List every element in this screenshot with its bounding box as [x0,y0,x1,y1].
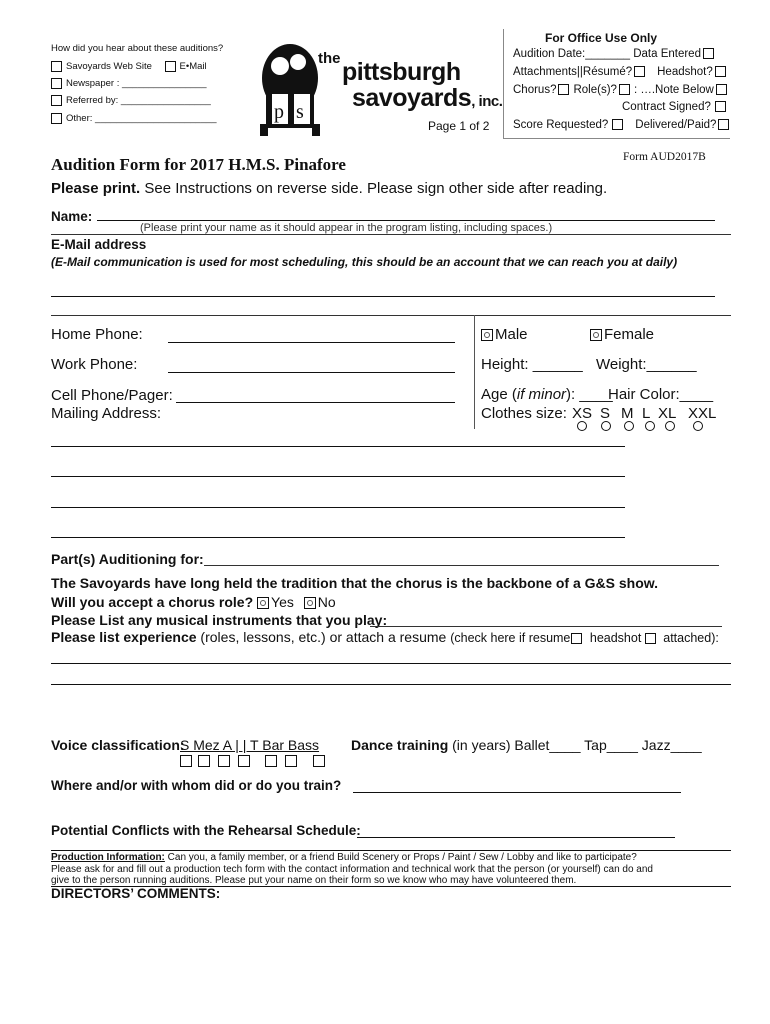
logo-pittsburgh: pittsburgh [342,58,461,86]
size-m-radio[interactable] [624,421,634,431]
office-row5 [513,119,733,131]
headshot-attached-checkbox[interactable] [645,633,656,644]
office-row4-text: Contract Signed? [622,101,711,113]
name-hint: (Please print your name as it should appear in the program listing, including spaces.) [140,222,553,234]
production-text-1: Can you, a family member, or a friend Build Scenery or Props / Paint / Sew / Lobby and like to participate? [164,852,637,863]
size-xl: XL [658,405,677,422]
other-checkbox[interactable] [51,113,62,124]
male-option[interactable] [481,326,528,343]
work-phone-field[interactable] [168,372,455,373]
train-label: Where and/or with whom did or do you train? [51,778,342,793]
dance-row [351,737,702,753]
chorus-question-row [51,594,336,610]
mailing-label: Mailing Address: [51,405,162,422]
female-option[interactable] [590,326,654,343]
size-s: S [600,405,611,422]
age-field[interactable] [481,386,613,403]
tradition-text: The Savoyards have long held the tradition that the chorus is the backbone of a G&S show. [51,575,659,591]
please-print: Please print. [51,180,141,197]
female-label: Female [604,326,655,343]
home-phone-field[interactable] [168,342,455,343]
no-radio[interactable] [304,597,316,609]
hear-web-row [51,61,207,72]
email-label: E-Mail address [51,237,147,252]
size-l: L [642,405,651,422]
conflicts-label: Potential Conflicts with the Rehearsal Schedule: [51,823,361,838]
other-label: Other: _______________________ [66,113,217,125]
office-row1 [513,48,718,60]
dance-label: Dance training [351,737,449,753]
address-line-1[interactable] [51,446,625,447]
size-s-radio[interactable] [601,421,611,431]
instruments-label: Please List any musical instruments that you play: [51,612,388,628]
address-line-3[interactable] [51,507,625,508]
contract-checkbox[interactable] [715,101,726,112]
delivered-checkbox[interactable] [718,119,729,130]
size-l-radio[interactable] [645,421,655,431]
headshot-checkbox[interactable] [715,66,726,77]
office-row3c: : ….Note Below [633,84,714,96]
office-row5b: Delivered/Paid? [635,119,717,131]
hear-newspaper-row [51,78,207,89]
email-label: E•Mail [179,61,207,73]
email-field[interactable] [51,296,715,297]
production-info [51,852,731,887]
train-field[interactable] [353,792,681,793]
name-divider [51,234,731,235]
page-number: Page 1 of 2 [428,119,490,133]
logo-savoyards [352,84,502,113]
male-label: Male [495,326,528,343]
dance-fields[interactable]: (in years) Ballet____ Tap____ Jazz____ [448,737,702,753]
logo-inc: , inc. [471,93,503,110]
experience-label: Please list experience [51,629,197,645]
no-label: No [317,594,336,610]
web-checkbox[interactable] [51,61,62,72]
experience-line-2[interactable] [51,684,731,685]
newspaper-label: Newspaper : ________________ [66,78,207,90]
instructions-text: See Instructions on reverse side. Please sign other side after reading. [144,180,608,197]
experience-row [51,629,719,645]
hair-field[interactable]: Hair Color:____ [608,386,714,403]
name-field[interactable] [97,220,715,221]
hear-about-question: How did you hear about these auditions? [51,43,224,54]
office-row2 [513,66,730,78]
hear-other-row [51,113,217,124]
office-title: For Office Use Only [545,31,658,45]
column-divider [474,315,475,429]
newspaper-checkbox[interactable] [51,78,62,89]
referred-checkbox[interactable] [51,95,62,106]
instruments-field[interactable] [370,626,722,627]
experience-headshot-text: headshot [586,631,645,645]
production-top-rule [51,850,731,851]
size-m: M [621,405,634,422]
cell-phone-field[interactable] [176,402,455,403]
age-post: ): ____ [566,386,613,403]
name-label: Name: [51,209,93,224]
production-line-1 [51,852,731,864]
office-row3b: Role(s)? [573,84,617,96]
office-row3-text: Chorus? [513,84,557,96]
chorus-question: Will you accept a chorus role? [51,594,254,610]
please-print-row [51,180,607,197]
conflicts-field[interactable] [357,837,675,838]
production-label: Production Information: [51,852,165,863]
clothes-label: Clothes size: [481,405,567,422]
logo-the: the [318,50,341,67]
female-radio[interactable] [590,329,602,341]
size-xxl: XXL [688,405,717,422]
cell-phone-label: Cell Phone/Pager: [51,387,173,404]
office-row1-text: Audition Date:_______ Data Entered [513,48,701,60]
parts-label: Part(s) Auditioning for: [51,551,204,567]
email-checkbox[interactable] [165,61,176,72]
referred-label: Referred by: _________________ [66,95,211,107]
home-phone-label: Home Phone: [51,326,143,343]
parts-field[interactable] [204,565,719,566]
svg-text:p: p [274,101,284,123]
voice-mez-checkbox[interactable] [198,755,210,767]
directors-comments-label: DIRECTORS’ COMMENTS: [51,886,221,901]
form-code: Form AUD2017B [623,151,706,163]
size-xs: XS [572,405,593,422]
voice-types: S Mez A | | T Bar Bass [180,737,320,753]
yes-label: Yes [271,594,294,610]
email-divider [51,315,731,316]
work-phone-label: Work Phone: [51,356,138,373]
weight-field[interactable]: Weight:______ [596,356,697,373]
voice-t-checkbox[interactable] [265,755,277,767]
office-row2b: Headshot? [657,66,713,78]
voice-x-checkbox[interactable] [238,755,250,767]
male-radio[interactable] [481,329,493,341]
hear-referred-row [51,95,211,106]
yes-radio[interactable] [257,597,269,609]
svg-text:s: s [296,101,304,123]
height-field[interactable]: Height: ______ [481,356,583,373]
logo-savoyards-text: savoyards [352,84,472,112]
size-xs-radio[interactable] [577,421,587,431]
office-row3 [513,84,731,96]
voice-s-checkbox[interactable] [180,755,192,767]
form-title: Audition Form for 2017 H.M.S. Pinafore [51,155,346,174]
size-xxl-radio[interactable] [693,421,703,431]
production-text-2: Please ask for and fill out a production tech form with the contact information and technical work that the person (or yourself) can do and [51,863,653,875]
experience-line-1[interactable] [51,663,731,664]
voice-a-checkbox[interactable] [218,755,230,767]
experience-note: (roles, lessons, etc.) or attach a resume [196,629,451,645]
data-entered-checkbox[interactable] [703,48,714,59]
experience-attached-text: attached): [659,631,719,645]
score-checkbox[interactable] [612,119,623,130]
address-line-4[interactable] [51,537,625,538]
age-pre: Age ( [481,386,517,403]
note-below-checkbox[interactable] [716,84,727,95]
age-minor: if minor [516,386,567,403]
email-note: (E-Mail communication is used for most scheduling, this should be an account that we can reach you at daily) [51,255,678,269]
production-text-3: give to the person running auditions. Please put your name on their form so we know who may have volunteered them. [51,875,577,886]
office-row2-text: Attachments||Résumé? [513,66,633,78]
office-row4 [622,101,730,113]
chorus-checkbox[interactable] [558,84,569,95]
resume-attached-checkbox[interactable] [571,633,582,644]
office-row5-text: Score Requested? [513,119,609,131]
voice-bass-checkbox[interactable] [313,755,325,767]
address-line-2[interactable] [51,476,625,477]
voice-label: Voice classification: [51,737,185,753]
web-label: Savoyards Web Site [66,61,152,73]
roles-checkbox[interactable] [619,84,630,95]
voice-bar-checkbox[interactable] [285,755,297,767]
experience-check-text: (check here if resume [450,631,571,645]
size-xl-radio[interactable] [665,421,675,431]
resume-checkbox[interactable] [634,66,645,77]
